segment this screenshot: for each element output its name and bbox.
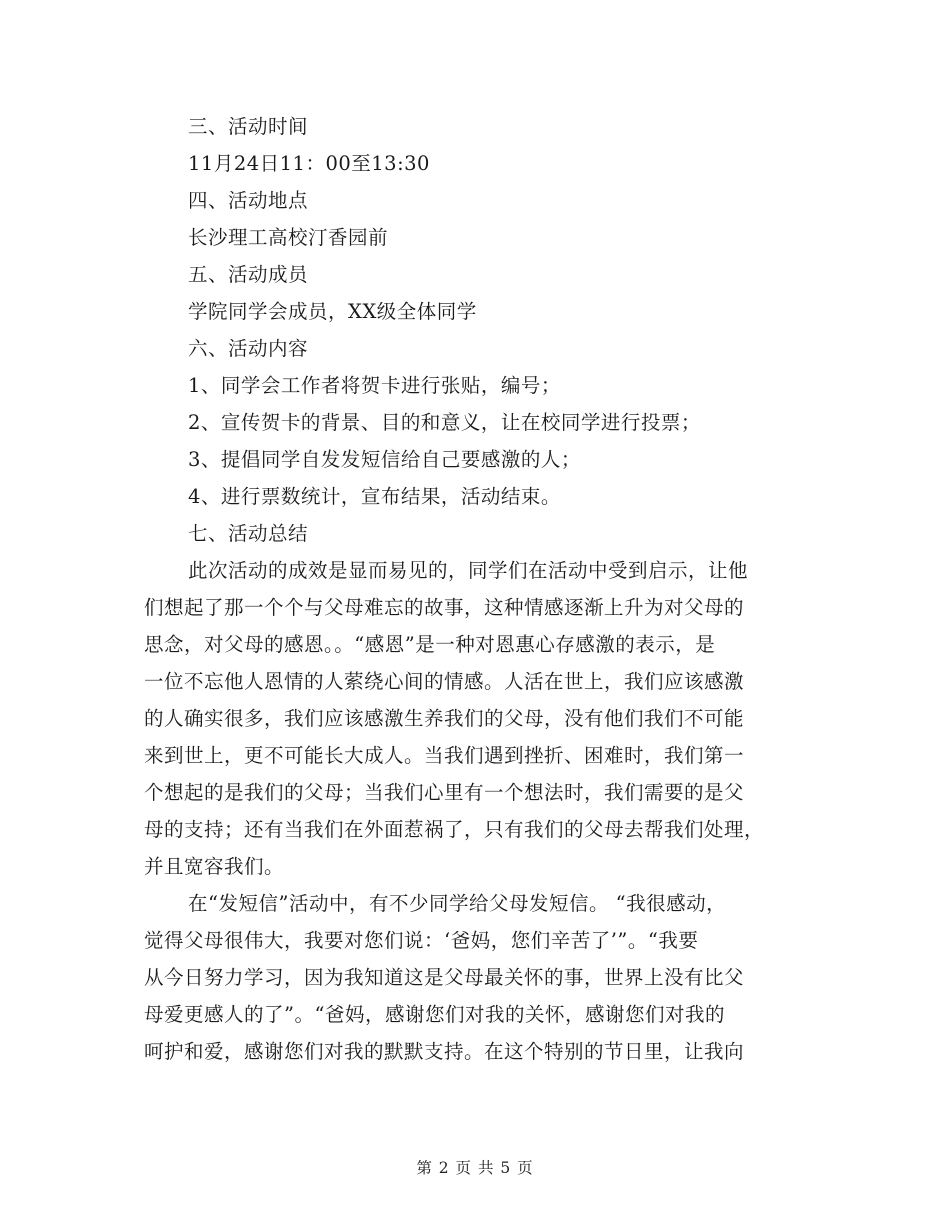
summary-paragraph-1	[144, 552, 806, 885]
section-heading-members: 五、活动成员	[188, 263, 309, 286]
content-item-3: 3、提倡同学自发发短信给自己要感激的人；	[188, 448, 581, 471]
paragraph-line: 的人确实很多，我们应该感激生养我们的父母，没有他们我们不可能	[144, 707, 745, 730]
section-heading-summary: 七、活动总结	[188, 522, 309, 545]
page-content	[144, 108, 806, 1070]
content-item-4: 4、进行票数统计，宣布结果，活动结束。	[188, 485, 561, 508]
paragraph-line: 来到世上，更不可能长大成人。当我们遇到挫折、困难时，我们第一	[144, 744, 745, 767]
content-item-2: 2、宣传贺卡的背景、目的和意义，让在校同学进行投票；	[188, 411, 701, 434]
paragraph-line: 思念，对父母的感恩。。“感恩”是一种对恩惠心存感激的表示，是	[144, 633, 716, 656]
section-heading-time: 三、活动时间	[188, 115, 309, 138]
paragraph-line: 呵护和爱，感谢您们对我的默默支持。在这个特别的节日里，让我向	[144, 1040, 745, 1063]
paragraph-line: 个想起的是我们的父母；当我们心里有一个想法时，我们需要的是父	[144, 781, 745, 804]
activity-members-text: 学院同学会成员，XX级全体同学	[188, 300, 477, 323]
section-heading-content: 六、活动内容	[188, 337, 309, 360]
paragraph-line: 并且宽容我们。	[144, 855, 285, 878]
paragraph-line: 母爱更感人的了”。“爸妈，感谢您们对我的关怀，感谢您们对我的	[144, 1003, 725, 1026]
paragraph-line: 母的支持；还有当我们在外面惹祸了，只有我们的父母去帮我们处理，	[144, 818, 765, 841]
paragraph-line: 们想起了那一个个与父母难忘的故事，这种情感逐渐上升为对父母的	[144, 596, 745, 619]
activity-location-text: 长沙理工高校汀香园前	[188, 226, 389, 249]
summary-paragraph-2	[144, 885, 806, 1070]
paragraph-line: 从今日努力学习，因为我知道这是父母最关怀的事，世界上没有比父	[144, 966, 745, 989]
page-number-footer: 第 2 页 共 5 页	[416, 1159, 534, 1177]
paragraph-line: 一位不忘他人恩情的人萦绕心间的情感。人活在世上，我们应该感激	[144, 670, 745, 693]
paragraph-line: 觉得父母很伟大，我要对您们说：‘爸妈，您们辛苦了’”。“我要	[144, 929, 699, 952]
paragraph-line: 此次活动的成效是显而易见的，同学们在活动中受到启示，让他	[188, 559, 749, 582]
activity-time-text: 11月24日11：00至13:30	[188, 152, 430, 175]
paragraph-line: 在“发短信”活动中，有不少同学给父母发短信。 “我很感动，	[188, 892, 727, 915]
section-heading-location: 四、活动地点	[188, 189, 309, 212]
content-item-1: 1、同学会工作者将贺卡进行张贴，编号；	[188, 374, 561, 397]
